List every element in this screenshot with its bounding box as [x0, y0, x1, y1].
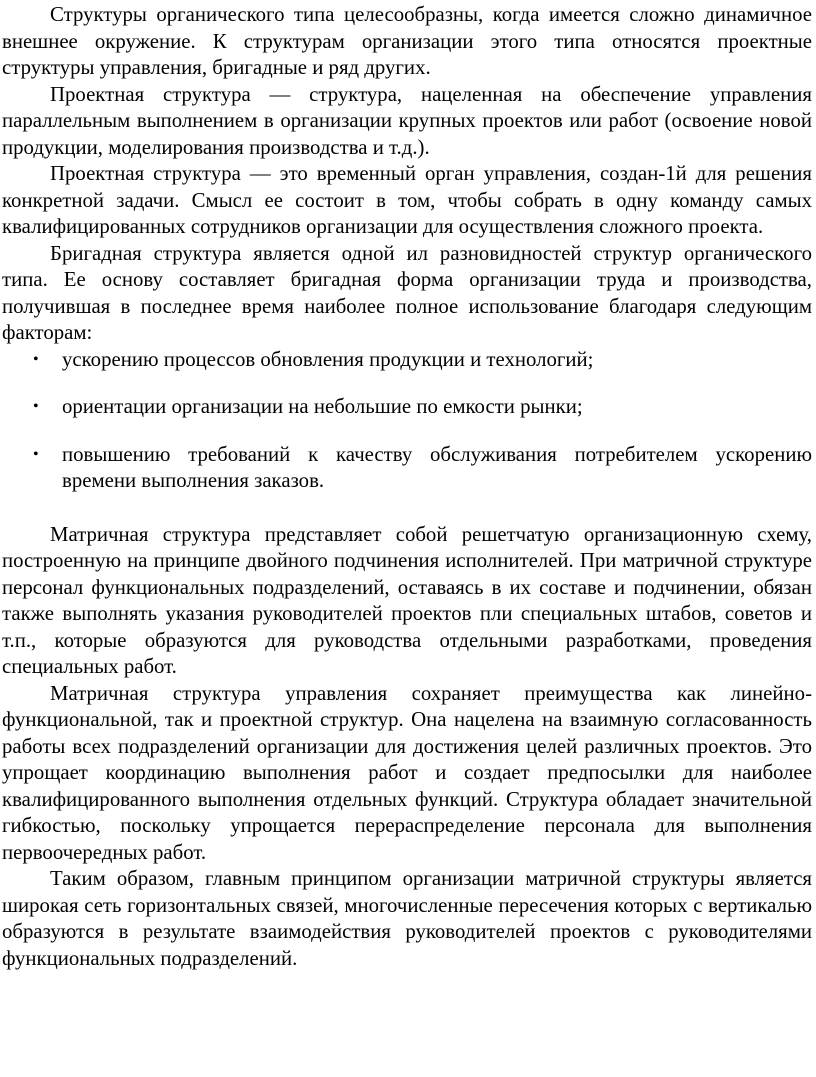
bullet-text: ориентации организации на небольшие по емкости рынки;	[62, 395, 583, 418]
bullet-item	[2, 442, 812, 495]
factors-bullet-list	[2, 347, 812, 495]
bullet-text: повышению требований к качеству обслуживания потребителем ускорению времени выполнения заказов.	[62, 442, 812, 492]
paragraph-organic-structures: Структуры органического типа целесообразны, когда имеется сложно динамичное внешнее окружение. К структурам организации этого типа относятся проектные структуры управления, бригадные и ряд других.	[2, 3, 812, 79]
bullet-text: ускорению процессов обновления продукции и технологий;	[62, 347, 594, 371]
bullet-item	[2, 394, 812, 421]
paragraph-brigade-structure: Бригадная структура является одной ил разновидностей структур органического типа. Ее основу составляет бригадная форма организации труда и производства, получившая в последнее время наиболее полное использование благодаря следующим факторам:	[2, 241, 812, 344]
paragraph-conclusion: Таким образом, главным принципом организации матричной структуры является широкая сеть горизонтальных связей, многочисленные пересечения которых с вертикалью образуются в результате взаимодействия руководителей проектов с руководителями функциональных подразделений.	[2, 867, 812, 970]
paragraph-project-structure-definition: Проектная структура — структура, нацеленная на обеспечение управления параллельным выполнением в организации крупных проектов или работ (освоение новой продукции, моделирования производства и т.д.).	[2, 82, 812, 159]
bullet-icon: •	[33, 350, 39, 368]
paragraph-matrix-structure: Матричная структура представляет собой решетчатую организационную схему, построенную на принципе двойного подчинения исполнителей. При матричной структуре персонал функциональных подразделений, оставаясь в их составе и подчинении, обязан также выполнять указания руководителей проектов пли специальных штабов, советов и т.п., которые образуются для руководства отдельными разработками, проведения специальных работ.	[2, 522, 812, 678]
bullet-icon: •	[33, 398, 39, 415]
bullet-icon: •	[33, 445, 39, 463]
paragraph-project-structure-temporary: Проектная структура — это временный орган управления, создан-1й для решения конкретной задачи. Смысл ее состоит в том, чтобы собрать в одну команду самых квалифицированных сотрудников организации для осуществления сложного проекта.	[2, 162, 812, 238]
paragraph-matrix-management: Матричная структура управления сохраняет преимущества как линейно-функциональной, так и проектной структур. Она нацелена на взаимную согласованность работы всех подразделений организации для достижения целей различных проектов. Это упрощает координацию выполнения работ и создает предпосылки для наиболее квалифицированного выполнения отдельных функций. Структура обладает значительной гибкостью, поскольку упрощается перераспределение персонала для выполнения первоочередных работ.	[2, 681, 812, 864]
bullet-item	[2, 347, 812, 374]
